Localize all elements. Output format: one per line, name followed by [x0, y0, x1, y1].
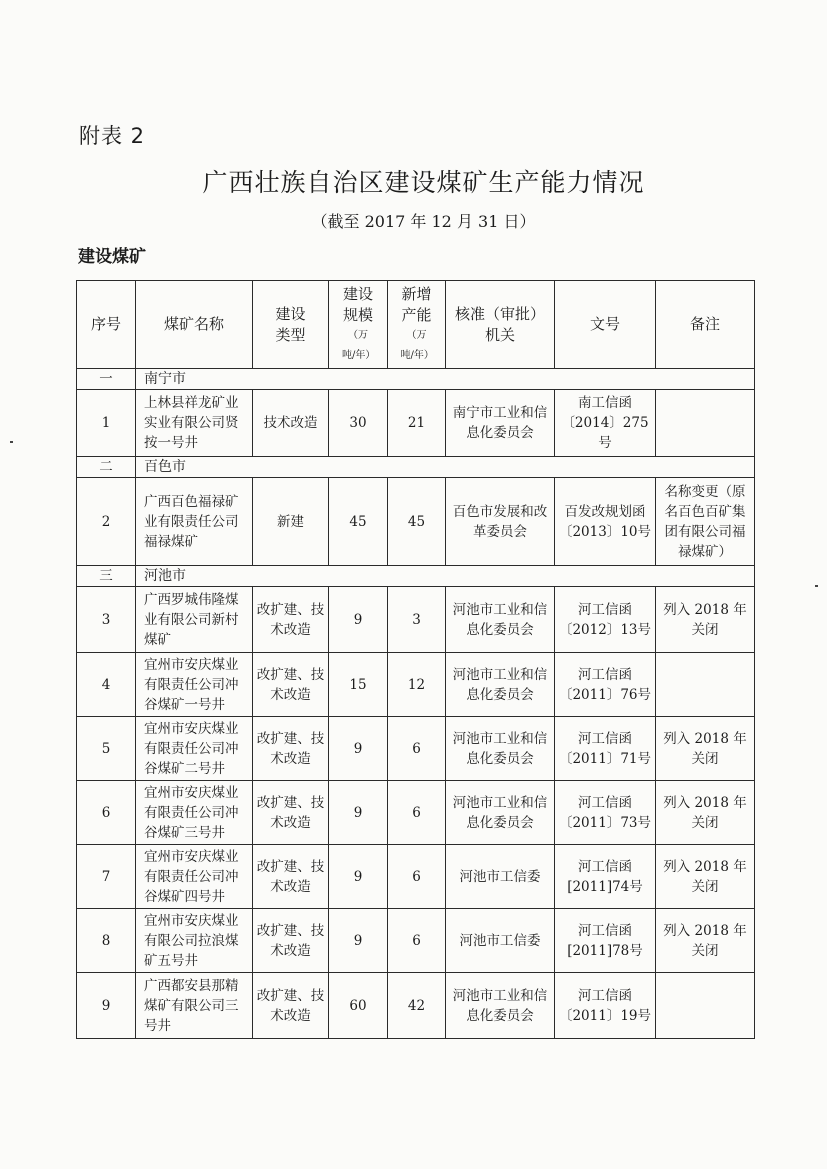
row-scale: 30 — [329, 390, 388, 457]
row-seq: 6 — [77, 781, 136, 845]
row-remark: 列入 2018 年关闭 — [656, 587, 755, 653]
row-scale: 9 — [329, 845, 388, 909]
row-added: 6 — [388, 781, 446, 845]
row-added: 6 — [388, 717, 446, 781]
row-remark: 列入 2018 年关闭 — [656, 781, 755, 845]
row-authority: 南宁市工业和信息化委员会 — [446, 390, 555, 457]
row-doc: 河工信函〔2011〕19号 — [555, 973, 656, 1039]
row-scale: 9 — [329, 781, 388, 845]
region-num: 二 — [77, 457, 136, 478]
row-type: 新建 — [253, 478, 329, 566]
row-seq: 1 — [77, 390, 136, 457]
table-row — [77, 781, 755, 845]
row-added: 21 — [388, 390, 446, 457]
row-doc: 河工信函〔2012〕13号 — [555, 587, 656, 653]
region-row — [77, 457, 755, 478]
region-num: 三 — [77, 566, 136, 587]
row-added: 3 — [388, 587, 446, 653]
row-type: 改扩建、技术改造 — [253, 973, 329, 1039]
row-scale: 15 — [329, 653, 388, 717]
table-row — [77, 653, 755, 717]
row-scale: 60 — [329, 973, 388, 1039]
row-scale: 9 — [329, 587, 388, 653]
region-row — [77, 369, 755, 390]
header-added-text: 新增产能 — [401, 284, 432, 324]
row-authority: 河池市工信委 — [446, 845, 555, 909]
row-authority: 河池市工业和信息化委员会 — [446, 587, 555, 653]
header-scale-unit: （万吨/年） — [342, 329, 376, 361]
row-doc: 河工信函〔2011〕71号 — [555, 717, 656, 781]
row-doc: 河工信函〔2011〕76号 — [555, 653, 656, 717]
header-name: 煤矿名称 — [136, 281, 253, 369]
region-name: 百色市 — [136, 457, 755, 478]
row-type: 改扩建、技术改造 — [253, 909, 329, 973]
header-doc: 文号 — [555, 281, 656, 369]
row-seq: 7 — [77, 845, 136, 909]
row-mine-name: 宜州市安庆煤业有限责任公司冲谷煤矿一号井 — [136, 653, 253, 717]
row-remark: 列入 2018 年关闭 — [656, 909, 755, 973]
table-row — [77, 845, 755, 909]
region-num: 一 — [77, 369, 136, 390]
header-added — [388, 281, 446, 369]
table-row — [77, 909, 755, 973]
row-added: 12 — [388, 653, 446, 717]
appendix-label: 附表 2 — [79, 124, 146, 148]
row-remark — [656, 973, 755, 1039]
document-title: 广西壮族自治区建设煤矿生产能力情况 — [202, 168, 645, 197]
row-doc: 河工信函[2011]74号 — [555, 845, 656, 909]
row-remark: 列入 2018 年关闭 — [656, 717, 755, 781]
row-mine-name: 广西百色福禄矿业有限责任公司福禄煤矿 — [136, 478, 253, 566]
row-added: 6 — [388, 909, 446, 973]
header-scale-text: 建设规模 — [342, 284, 373, 324]
row-type: 改扩建、技术改造 — [253, 653, 329, 717]
header-authority — [446, 281, 555, 369]
row-doc: 南工信函〔2014〕275号 — [555, 390, 656, 457]
table-row — [77, 478, 755, 566]
row-remark: 名称变更（原名百色百矿集团有限公司福禄煤矿） — [656, 478, 755, 566]
row-mine-name: 宜州市安庆煤业有限公司拉浪煤矿五号井 — [136, 909, 253, 973]
row-type: 改扩建、技术改造 — [253, 587, 329, 653]
row-mine-name: 上林县祥龙矿业实业有限公司贤按一号井 — [136, 390, 253, 457]
header-remark: 备注 — [656, 281, 755, 369]
section-label: 建设煤矿 — [78, 247, 146, 267]
coal-mine-table — [76, 280, 755, 1039]
row-added: 6 — [388, 845, 446, 909]
row-added: 45 — [388, 478, 446, 566]
row-seq: 8 — [77, 909, 136, 973]
row-mine-name: 广西罗城伟隆煤业有限公司新村煤矿 — [136, 587, 253, 653]
row-seq: 4 — [77, 653, 136, 717]
table-header-row — [77, 281, 755, 369]
row-mine-name: 宜州市安庆煤业有限责任公司冲谷煤矿四号井 — [136, 845, 253, 909]
table-row — [77, 717, 755, 781]
header-type — [253, 281, 329, 369]
table-row — [77, 587, 755, 653]
row-doc: 百发改规划函〔2013〕10号 — [555, 478, 656, 566]
row-type: 改扩建、技术改造 — [253, 781, 329, 845]
header-added-unit: （万吨/年） — [400, 329, 434, 361]
document-subtitle: （截至 2017 年 12 月 31 日） — [311, 212, 536, 231]
row-authority: 河池市工业和信息化委员会 — [446, 781, 555, 845]
row-remark — [656, 390, 755, 457]
row-doc: 河工信函〔2011〕73号 — [555, 781, 656, 845]
row-seq: 2 — [77, 478, 136, 566]
header-scale — [329, 281, 388, 369]
row-scale: 9 — [329, 717, 388, 781]
row-scale: 9 — [329, 909, 388, 973]
row-mine-name: 广西都安县那精煤矿有限公司三号井 — [136, 973, 253, 1039]
row-authority: 百色市发展和改革委员会 — [446, 478, 555, 566]
row-type: 技术改造 — [253, 390, 329, 457]
row-added: 42 — [388, 973, 446, 1039]
row-seq: 3 — [77, 587, 136, 653]
row-mine-name: 宜州市安庆煤业有限责任公司冲谷煤矿三号井 — [136, 781, 253, 845]
row-authority: 河池市工信委 — [446, 909, 555, 973]
table-row — [77, 973, 755, 1039]
row-authority: 河池市工业和信息化委员会 — [446, 717, 555, 781]
row-seq: 9 — [77, 973, 136, 1039]
row-authority: 河池市工业和信息化委员会 — [446, 653, 555, 717]
row-scale: 45 — [329, 478, 388, 566]
scan-speck — [10, 441, 13, 443]
region-row — [77, 566, 755, 587]
row-seq: 5 — [77, 717, 136, 781]
header-authority-text: 核准（审批）机关 — [454, 304, 545, 344]
row-type: 改扩建、技术改造 — [253, 717, 329, 781]
region-name: 河池市 — [136, 566, 755, 587]
row-remark: 列入 2018 年关闭 — [656, 845, 755, 909]
header-seq: 序号 — [77, 281, 136, 369]
table-row — [77, 390, 755, 457]
region-name: 南宁市 — [136, 369, 755, 390]
scan-speck — [815, 585, 818, 587]
row-authority: 河池市工业和信息化委员会 — [446, 973, 555, 1039]
header-type-text: 建设类型 — [275, 304, 306, 344]
row-mine-name: 宜州市安庆煤业有限责任公司冲谷煤矿二号井 — [136, 717, 253, 781]
row-type: 改扩建、技术改造 — [253, 845, 329, 909]
row-remark — [656, 653, 755, 717]
row-doc: 河工信函[2011]78号 — [555, 909, 656, 973]
